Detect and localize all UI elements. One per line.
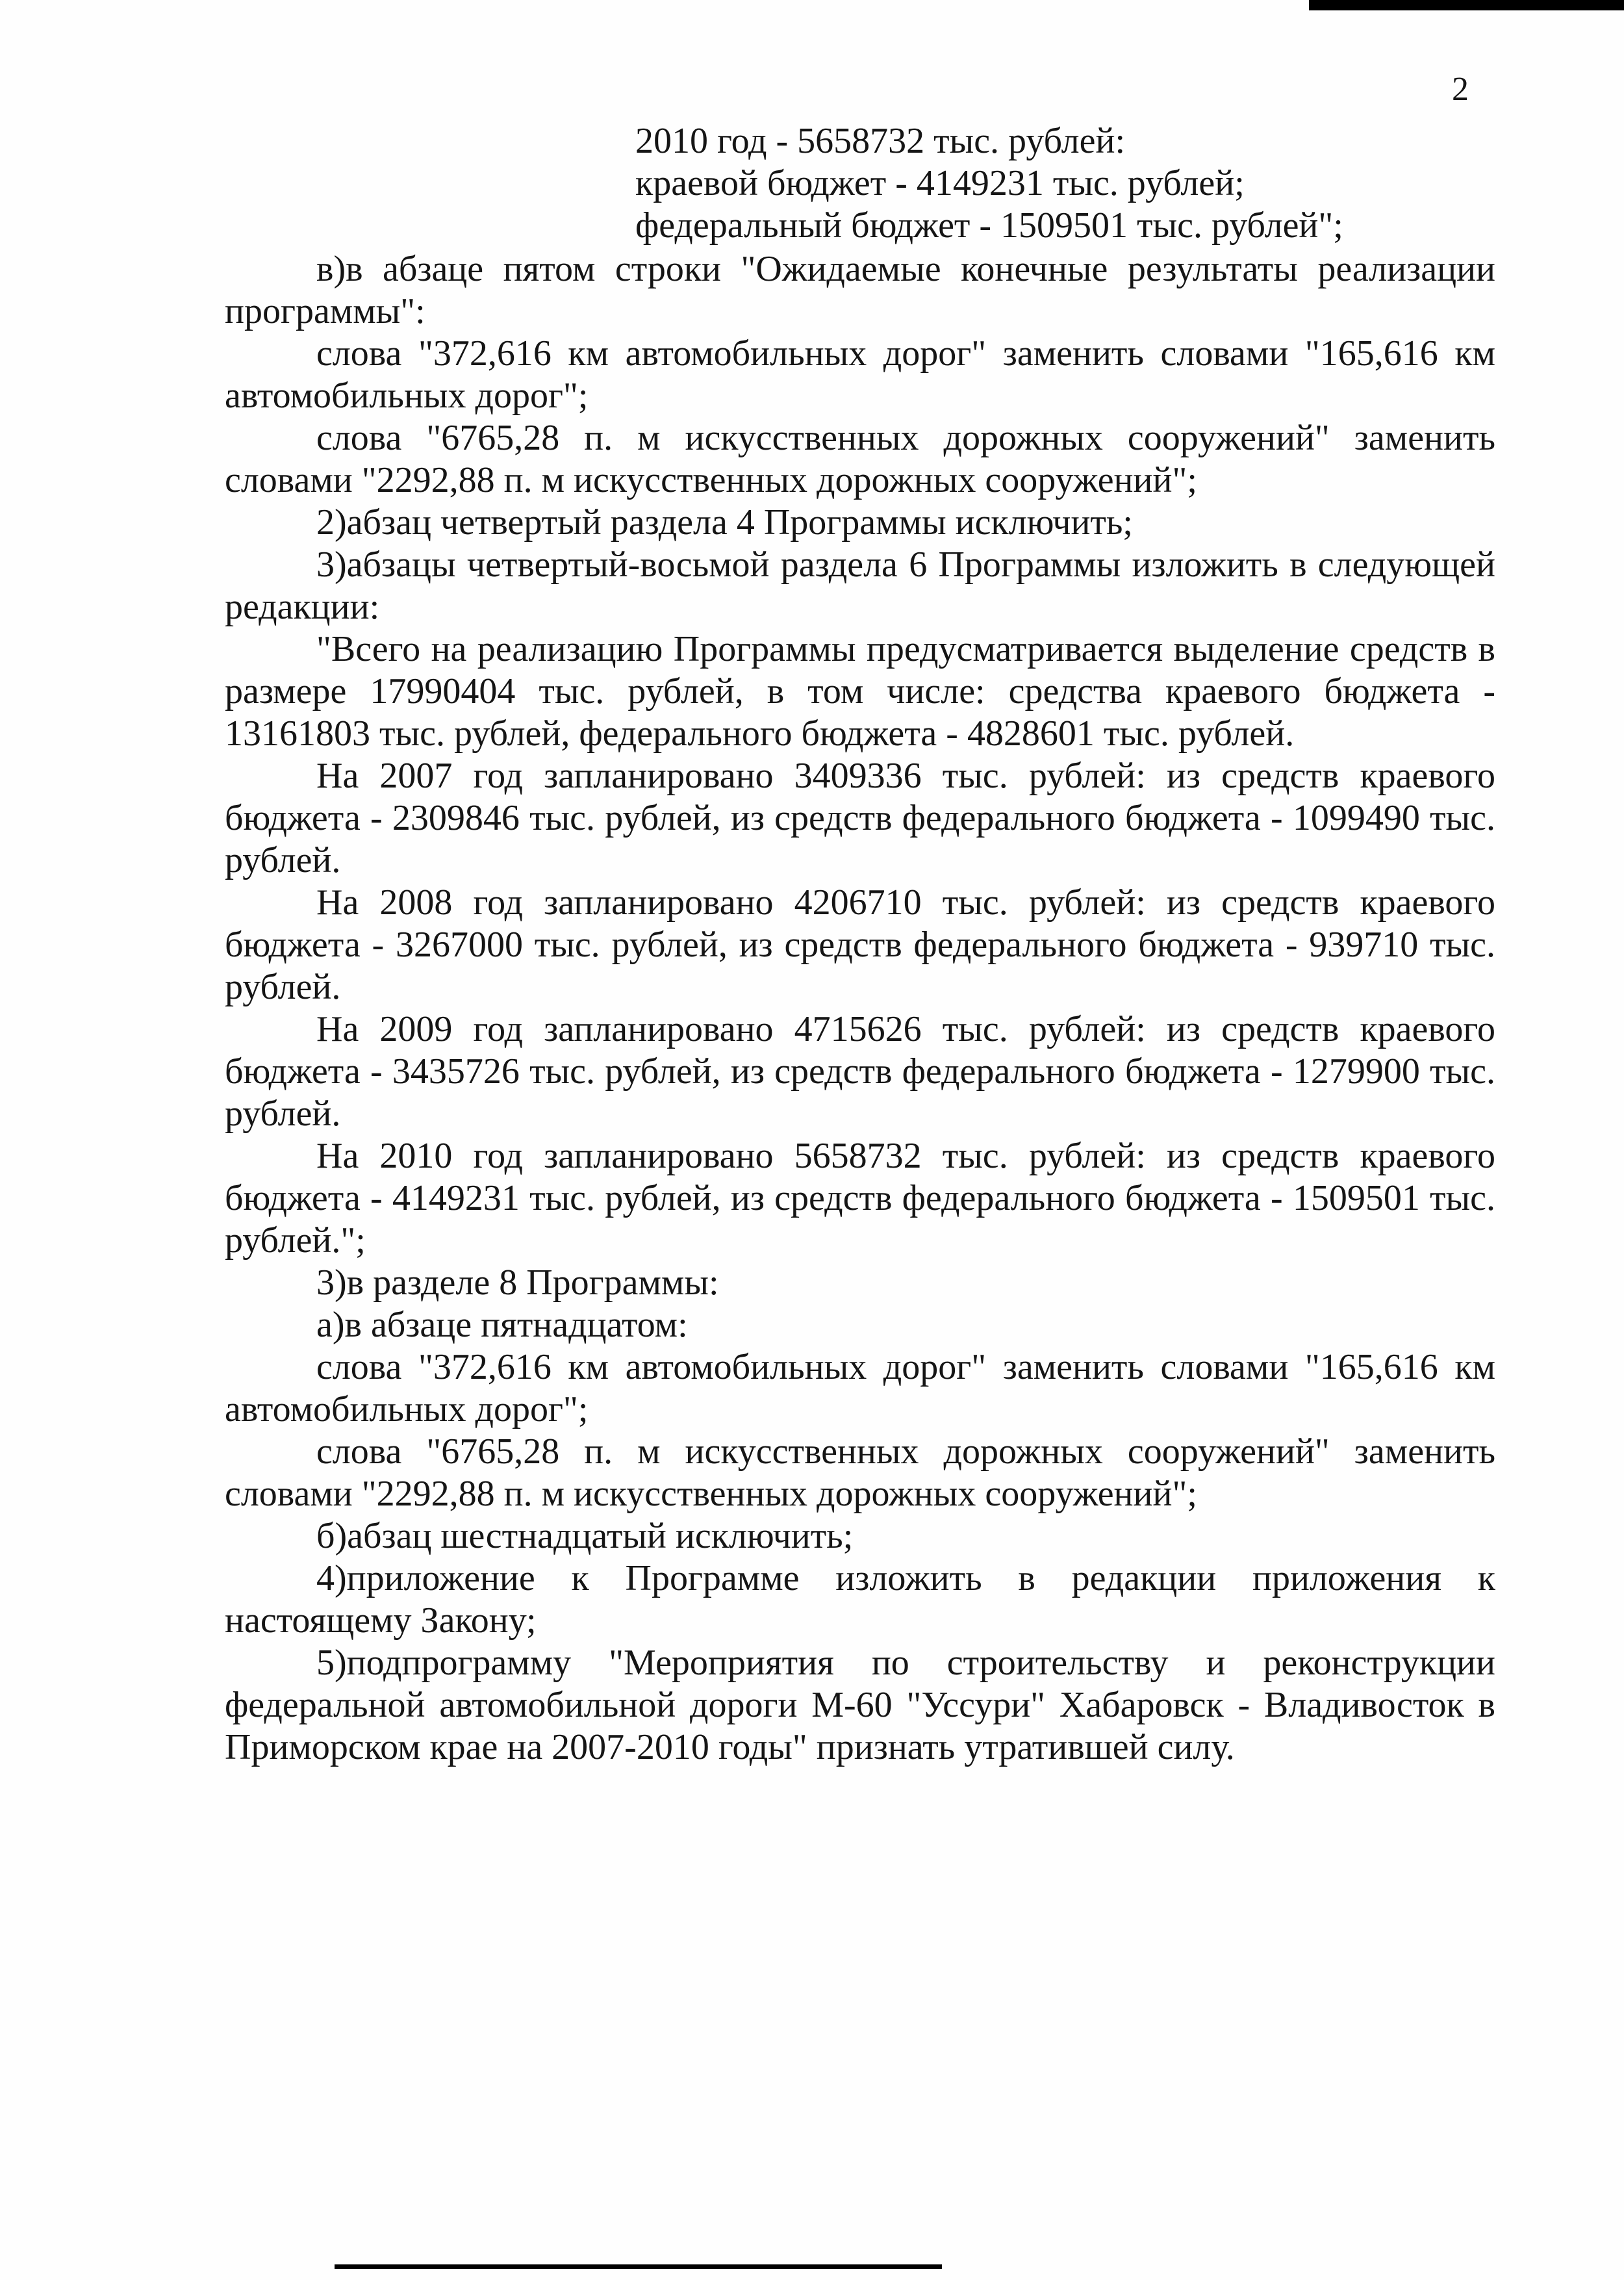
paragraph: На 2008 год запланировано 4206710 тыс. рублей: из средств краевого бюджета - 3267000 тыс. рублей, из средств федерального бюджета - 939710 тыс. рублей. bbox=[225, 882, 1495, 1007]
scan-artifact-bottom-line bbox=[335, 2264, 942, 2269]
paragraph: 4)приложение к Программе изложить в редакции приложения к настоящему Закону; bbox=[225, 1558, 1495, 1641]
page-number: 2 bbox=[1452, 71, 1469, 108]
paragraph: На 2007 год запланировано 3409336 тыс. рублей: из средств краевого бюджета - 2309846 тыс. рублей, из средств федерального бюджета - 1099490 тыс. рублей. bbox=[225, 756, 1495, 880]
paragraph: 3)абзацы четвертый-восьмой раздела 6 Программы изложить в следующей редакции: bbox=[225, 544, 1495, 627]
document-paragraphs bbox=[225, 248, 1495, 1769]
paragraph: б)абзац шестнадцатый исключить; bbox=[316, 1516, 854, 1556]
paragraph: На 2009 год запланировано 4715626 тыс. рублей: из средств краевого бюджета - 3435726 тыс. рублей, из средств федерального бюджета - 1279900 тыс. рублей. bbox=[225, 1009, 1495, 1134]
paragraph: слова "6765,28 п. м искусственных дорожных сооружений" заменить словами "2292,88 п. м искусственных дорожных сооружений"; bbox=[225, 1431, 1495, 1514]
paragraph: слова "6765,28 п. м искусственных дорожных сооружений" заменить словами "2292,88 п. м искусственных дорожных сооружений"; bbox=[225, 418, 1495, 500]
paragraph: а)в абзаце пятнадцатом: bbox=[316, 1305, 688, 1345]
budget-header-block bbox=[635, 120, 1495, 247]
paragraph: "Всего на реализацию Программы предусматривается выделение средств в размере 17990404 тыс. рублей, в том числе: средства краевого бюджета - 13161803 тыс. рублей, федерального бюджета - 4828601 тыс. рублей. bbox=[225, 629, 1495, 754]
paragraph: 3)в разделе 8 Программы: bbox=[316, 1262, 719, 1303]
header-line: краевой бюджет - 4149231 тыс. рублей; bbox=[635, 163, 1245, 203]
header-line: федеральный бюджет - 1509501 тыс. рублей"; bbox=[635, 205, 1343, 246]
header-line: 2010 год - 5658732 тыс. рублей: bbox=[635, 121, 1126, 161]
paragraph: слова "372,616 км автомобильных дорог" заменить словами "165,616 км автомобильных дорог"; bbox=[225, 333, 1495, 416]
document-text bbox=[225, 120, 1495, 1769]
paragraph: 5)подпрограмму "Мероприятия по строительству и реконструкции федеральной автомобильной дороги М-60 "Уссури" Хабаровск - Владивосток в Приморском крае на 2007-2010 годы" признать утратившей силу. bbox=[225, 1643, 1495, 1767]
scan-artifact-top-bar bbox=[1309, 0, 1624, 10]
paragraph: слова "372,616 км автомобильных дорог" заменить словами "165,616 км автомобильных дорог"; bbox=[225, 1347, 1495, 1429]
paragraph: в)в абзаце пятом строки "Ожидаемые конечные результаты реализации программы": bbox=[225, 249, 1495, 331]
paragraph: На 2010 год запланировано 5658732 тыс. рублей: из средств краевого бюджета - 4149231 тыс. рублей, из средств федерального бюджета - 1509501 тыс. рублей."; bbox=[225, 1136, 1495, 1261]
paragraph: 2)абзац четвертый раздела 4 Программы исключить; bbox=[316, 502, 1133, 543]
